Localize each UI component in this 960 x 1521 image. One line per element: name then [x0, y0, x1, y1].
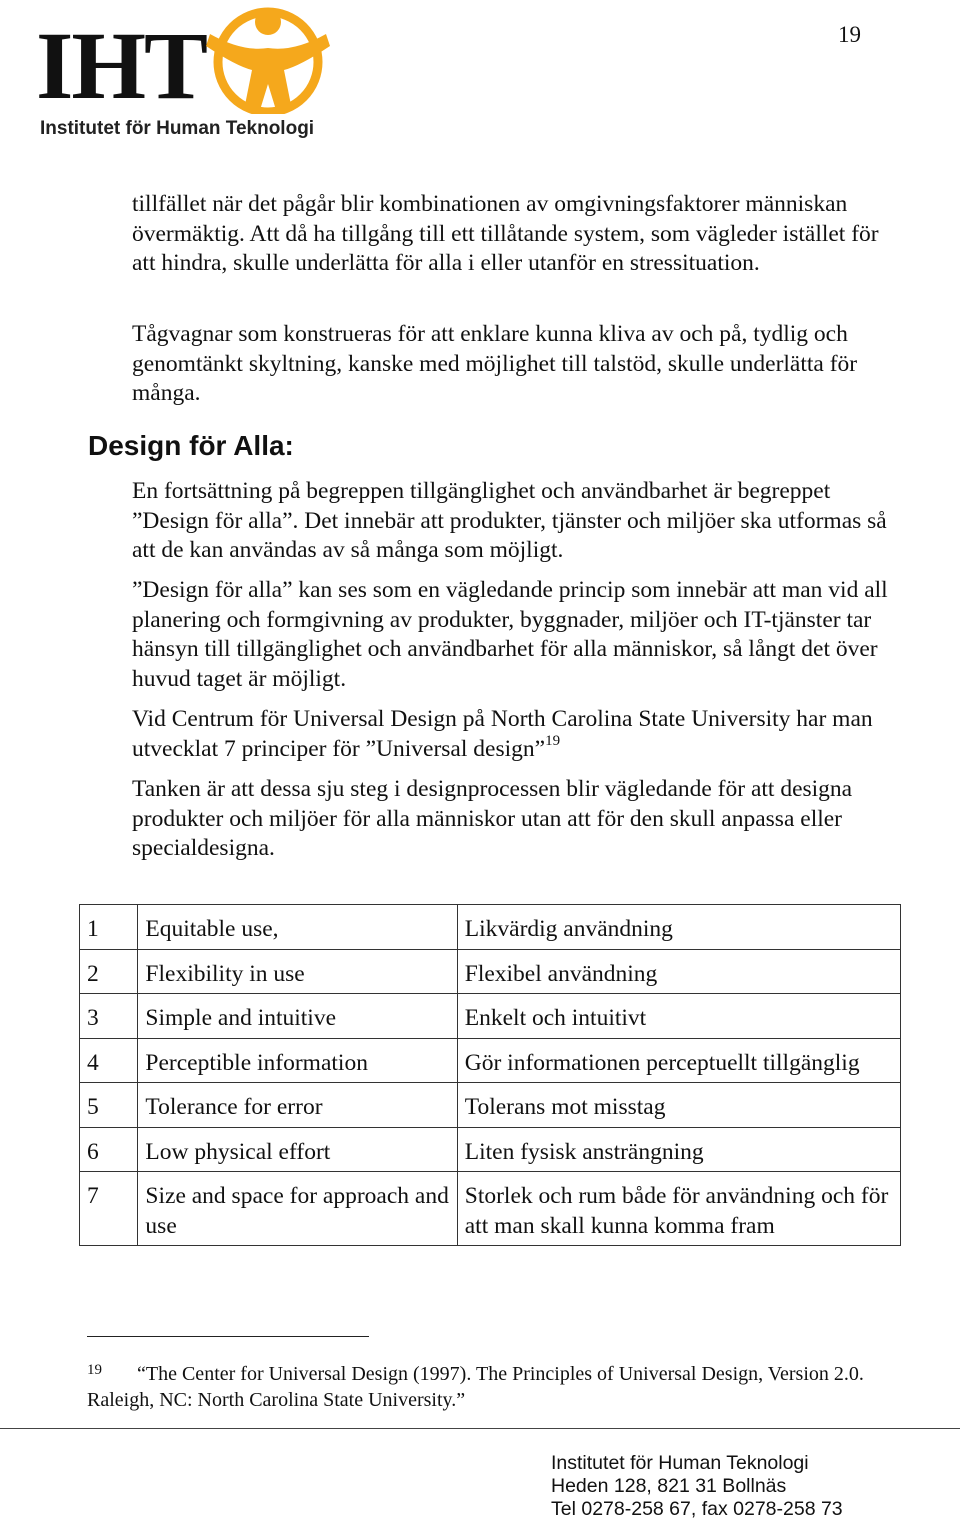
page-number: 19 [838, 22, 861, 47]
principle-number: 2 [80, 949, 138, 994]
principle-number: 3 [80, 994, 138, 1039]
person-figure-icon [202, 4, 334, 114]
table-row [80, 1127, 901, 1172]
principle-english: Simple and intuitive [138, 994, 457, 1039]
footer-contact: Tel 0278-258 67, fax 0278-258 73 [551, 1498, 843, 1520]
paragraph-design-for-all: En fortsättning på begreppen tillgänglighet och användbarhet är begreppet ”Design för alla”. Det innebär att produkter, tjänster och miljöer ska utformas så att de kan användas av så många som möjligt. [132, 478, 887, 563]
footnote-reference: 19 [545, 732, 561, 749]
principle-swedish: Tolerans mot misstag [457, 1083, 900, 1128]
footnote-mark: 19 [87, 1362, 102, 1378]
principle-swedish: Flexibel användning [457, 949, 900, 994]
principle-english: Tolerance for error [138, 1083, 457, 1128]
footer-divider [0, 1428, 960, 1429]
principles-table [79, 904, 901, 1246]
paragraph-train-cars: Tågvagnar som konstrueras för att enklare kunna kliva av och på, tydlig och genomtänkt skyltning, kanske med möjlighet till talstöd, skulle underlätta för många. [132, 321, 858, 406]
section-heading: Design för Alla: [88, 430, 294, 461]
logo-tagline: Institutet för Human Teknologi [40, 118, 315, 139]
principle-english: Low physical effort [138, 1127, 457, 1172]
principle-swedish: Gör informationen perceptuellt tillgänglig [457, 1038, 900, 1083]
principle-english: Flexibility in use [138, 949, 457, 994]
paragraph-nc-state [132, 705, 902, 764]
principle-swedish: Liten fysisk ansträngning [457, 1127, 900, 1172]
paragraph-stress: tillfället när det pågår blir kombinationen av omgivningsfaktorer människan övermäktig. Att då ha tillgång till ett tillåtande system, som vägleder istället för att hindra, skulle underlätta för alla i eller utanför en stressituation. [132, 191, 879, 276]
table-row [80, 1038, 901, 1083]
principle-english: Perceptible information [138, 1038, 457, 1083]
principle-number: 1 [80, 905, 138, 950]
table-row [80, 1172, 901, 1246]
footnote-divider [87, 1336, 369, 1337]
footer-org: Institutet för Human Teknologi [551, 1452, 809, 1474]
footnote [87, 1361, 897, 1413]
principle-number: 6 [80, 1127, 138, 1172]
footer-address [551, 1452, 843, 1521]
paragraph-seven-steps: Tanken är att dessa sju steg i designprocessen blir vägledande för att designa produkter och miljöer för alla människor utan att för den skull anpassa eller specialdesigna. [132, 776, 853, 861]
iht-logo [34, 0, 344, 150]
principle-swedish: Storlek och rum både för användning och för att man skall kunna komma fram [457, 1172, 900, 1246]
footer-street: Heden 128, 821 31 Bollnäs [551, 1475, 787, 1497]
paragraph-nc-state-text: Vid Centrum för Universal Design på North Carolina State University har man utvecklat 7 principer för ”Universal design” [132, 706, 873, 762]
table-row [80, 905, 901, 950]
table-row [80, 994, 901, 1039]
principle-swedish: Likvärdig användning [457, 905, 900, 950]
table-row [80, 949, 901, 994]
footnote-text: “The Center for Universal Design (1997). The Principles of Universal Design, Version 2.0. Raleigh, NC: North Carolina State University.” [87, 1363, 864, 1411]
principle-swedish: Enkelt och intuitivt [457, 994, 900, 1039]
principle-number: 5 [80, 1083, 138, 1128]
principle-number: 7 [80, 1172, 138, 1246]
table-row [80, 1083, 901, 1128]
principle-english: Size and space for approach and use [138, 1172, 457, 1246]
principle-number: 4 [80, 1038, 138, 1083]
paragraph-guiding-principle: ”Design för alla” kan ses som en vägledande princip som innebär att man vid all planering och formgivning av produkter, byggnader, miljöer och IT-tjänster tar hänsyn till tillgänglighet och användbarhet för alla människor, så långt det över huvud taget är möjligt. [132, 577, 888, 692]
principle-english: Equitable use, [138, 905, 457, 950]
logo-letters: IHT [36, 12, 207, 119]
